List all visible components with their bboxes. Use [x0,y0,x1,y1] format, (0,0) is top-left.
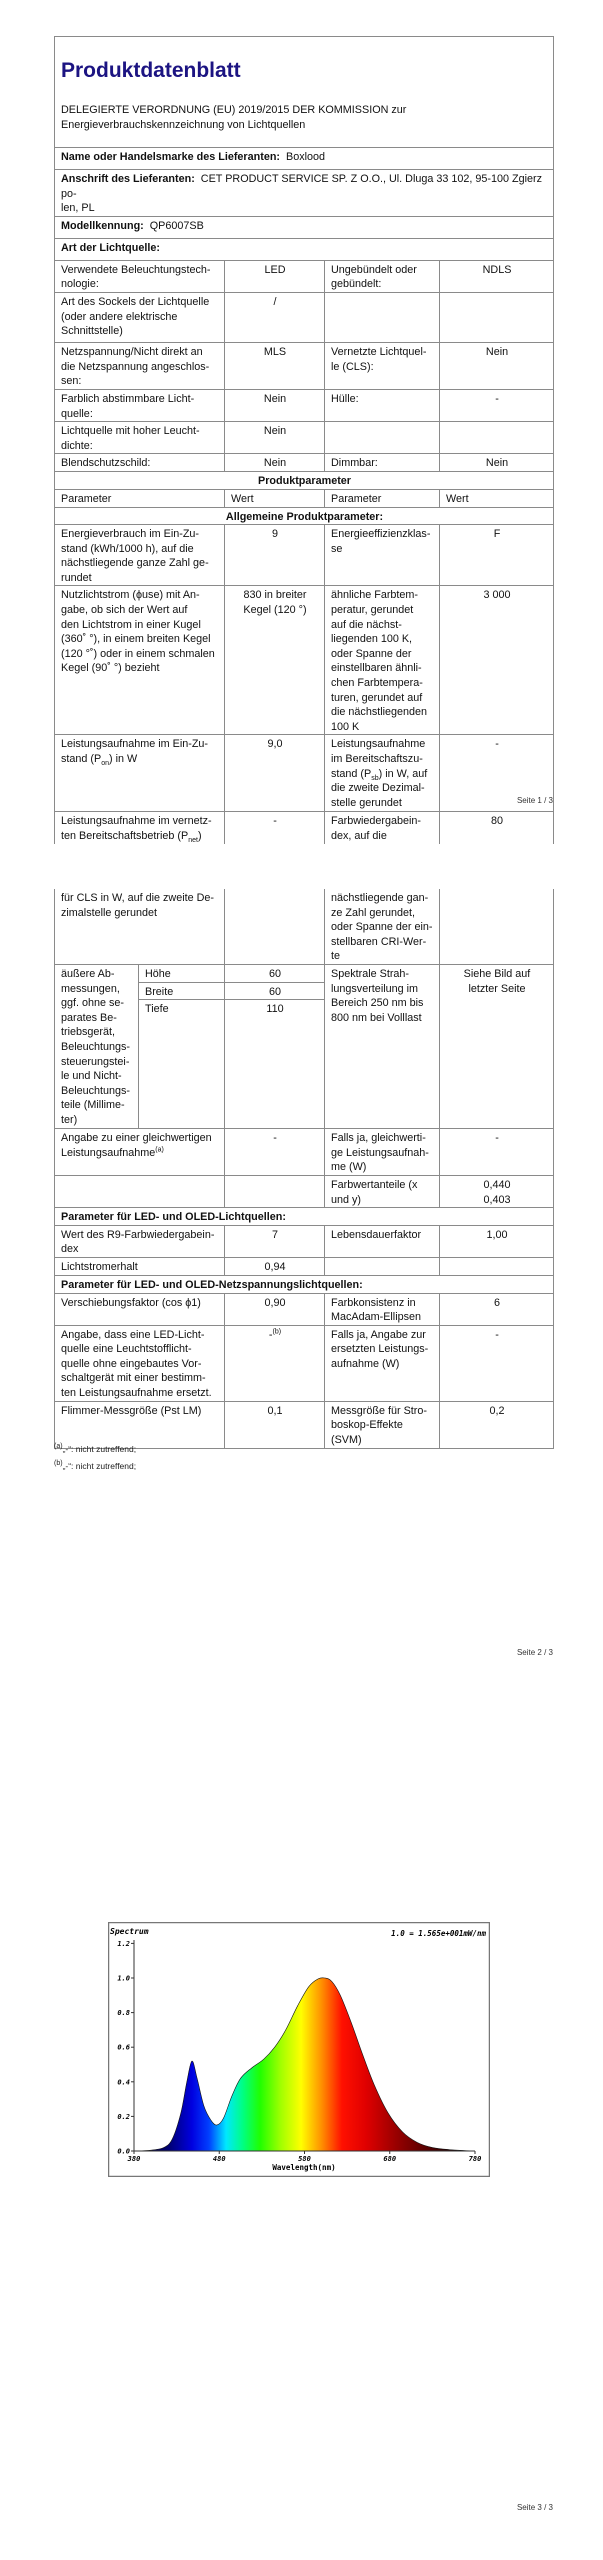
cell: 0,2 [440,1401,554,1448]
cell: Nein [440,454,554,472]
width-value: 60 [225,982,325,1000]
cell: nächstliegende gan- ze Zahl gerundet, oder Spanne der ein- stellbaren CRI-Wer- te [325,889,440,964]
table-row [55,1257,554,1275]
table-row [55,1129,554,1176]
cell: 9,0 [225,735,325,812]
dimensions-label: äußere Ab- messungen, ggf. ohne se- parates Be- triebsgerät, Beleuchtungs- steuerungstei- le und Nicht- Beleuchtungs- teile (Millime- ter) [55,964,139,1128]
table-row [55,1225,554,1257]
cell [225,889,325,964]
cell: Angabe, dass eine LED-Licht- quelle eine Leuchtstofflicht- quelle ohne eingebautes Vor- schaltgerät mit einer bestimm- ten Leistungsaufnahme ersetzt. [55,1325,225,1401]
footnote-ref: (a) [155,1146,164,1154]
cell [55,735,225,812]
cell: F [440,525,554,586]
column-header: Parameter [55,489,225,507]
cell: Farblich abstimmbare Licht- quelle: [55,389,225,421]
width-label: Breite [139,982,225,1000]
table-row [55,422,554,454]
cell: Vernetzte Lichtquel- le (CLS): [325,342,440,389]
cell: Netzspannung/Nicht direkt an die Netzspannung angeschlos- sen: [55,342,225,389]
cell: Wert des R9-Farbwiedergabein- dex [55,1225,225,1257]
cell [325,292,440,342]
y-tick-label: 0.4 [117,2078,130,2087]
cell: 3 000 [440,586,554,735]
depth-value: 110 [225,1000,325,1129]
text: ) in W [109,753,138,765]
y-tick-label: 0.0 [117,2147,130,2156]
cell [440,292,554,342]
mains-parameters-heading: Parameter für LED- und OLED-Netzspannungslichtquellen: [55,1275,554,1293]
x-axis-label: Wavelength(nm) [272,2163,336,2172]
cell: Nein [225,389,325,421]
cell: 9 [225,525,325,586]
table-row [55,1325,554,1401]
table-row [55,1175,554,1207]
cell: Ungebündelt oder gebündelt: [325,260,440,292]
text: ) [197,830,202,842]
column-header-row [55,489,554,507]
general-parameters-heading: Allgemeine Produktparameter: [55,507,554,525]
cell: 0,1 [225,1401,325,1448]
y-tick-label: 1.2 [117,1939,130,1948]
model-row [55,216,554,238]
footnote-ref: (b) [272,1328,282,1336]
x-tick-label: 680 [383,2155,397,2163]
cell: Messgröße für Stro- boskop-Effekte (SVM) [325,1401,440,1448]
table-row [55,586,554,735]
cell: Nutzlichtstrom (ϕuse) mit An- gabe, ob sich der Wert auf den Lichtstrom in einer Kugel (360˚ °), in einem breiten Kegel (120 °˚) oder in einem schmalen Kegel (90˚ °) bezieht [55,586,225,735]
cell: / [225,292,325,342]
cell: für CLS in W, auf die zweite De- zimalstelle gerundet [55,889,225,964]
subscript: sb [371,774,379,782]
column-header: Parameter [325,489,440,507]
table-row [55,812,554,844]
text: - [268,1328,273,1341]
spectrum-label: Spektrale Strah- lungsverteilung im Bereich 250 nm bis 800 nm bei Volllast [325,964,440,1128]
subscript: net [188,837,198,844]
spectrum-chart [108,1922,490,2177]
address-value: CET PRODUCT SERVICE SP. Z O.O., Ul. Dluga 33 102, 95-100 Zgierz po- len, PL [61,172,543,215]
height-label: Höhe [139,964,225,982]
cell: 0,90 [225,1293,325,1325]
footnote-text: „-“: nicht zutreffend; [62,1461,137,1471]
supplier-name-row [55,147,554,169]
table-row [55,889,554,964]
cell: NDLS [440,260,554,292]
cell: Energieverbrauch im Ein-Zu- stand (kWh/1000 h), auf die nächstliegende ganze Zahl ge- rundet [55,525,225,586]
page-title: Produktdatenblatt [61,58,241,82]
cell [325,735,440,812]
footnote-b [54,1461,136,1471]
product-parameters-heading: Produktparameter [55,472,554,490]
cell: Blendschutzschild: [55,454,225,472]
x-tick-label: 480 [212,2155,226,2163]
x-tick-label: 780 [468,2155,482,2163]
cell: Lebensdauerfaktor [325,1225,440,1257]
cell: MLS [225,342,325,389]
cell: Dimmbar: [325,454,440,472]
page-number: Seite 2 / 3 [516,1648,553,1657]
cell [55,812,225,844]
table-row [55,964,554,982]
y-tick-label: 0.8 [117,2009,130,2018]
cell [440,889,554,964]
cell: Falls ja, Angabe zur ersetzten Leistungs- aufnahme (W) [325,1325,440,1401]
cell: Verwendete Beleuchtungstech- nologie: [55,260,225,292]
product-datasheet-table-page-1 [54,36,554,844]
cell [440,422,554,454]
y-tick-label: 0.6 [117,2043,130,2052]
cell: Energieeffizienzklas- se [325,525,440,586]
chart-title: Spectrum [110,1927,149,1936]
cell: Lichtquelle mit hoher Leucht- dichte: [55,422,225,454]
model-value: QP6007SB [149,219,204,232]
cell: 6 [440,1293,554,1325]
column-header: Wert [225,489,325,507]
address-label: Anschrift des Lieferanten: [61,172,195,185]
height-value: 60 [225,964,325,982]
cell: 1,00 [440,1225,554,1257]
supplier-address-row [55,169,554,216]
product-datasheet-table-page-2 [54,889,554,1449]
cell: ähnliche Farbtem- peratur, gerundet auf die nächst- liegenden 100 K, oder Spanne der einstellbaren ähnli- chen Farbtempera- turen, gerundet auf die nächstliegenden 100 K [325,586,440,735]
cell: - [225,812,325,844]
chart-annotation: 1.0 = 1.565e+001mW/nm [391,1929,486,1938]
cell: Art des Sockels der Lichtquelle (oder andere elektrische Schnittstelle) [55,292,225,342]
light-source-type-heading: Art der Lichtquelle: [55,238,554,260]
table-row [55,1401,554,1448]
text: ) in W, auf die zweite Dezimal- stelle gerundet [331,767,428,809]
table-row [55,735,554,812]
cell: Verschiebungsfaktor (cos ϕ1) [55,1293,225,1325]
cell: Nein [225,422,325,454]
supplier-name-label: Name oder Handelsmarke des Lieferanten: [61,150,281,163]
footnote-a [54,1444,136,1454]
led-parameters-heading: Parameter für LED- und OLED-Lichtquellen: [55,1208,554,1226]
depth-label: Tiefe [139,1000,225,1129]
cell: Farbkonsistenz in MacAdam-Ellipsen [325,1293,440,1325]
y-tick-label: 0.2 [117,2112,130,2121]
cell: Farbwiedergabein- dex, auf die [325,812,440,844]
cell: Nein [225,454,325,472]
x-tick-label: 380 [127,2155,141,2163]
text: Leistungsaufnahme im Ein-Zu- stand (P [61,738,209,765]
y-tick-label: 1.0 [117,1974,130,1983]
cell: - [440,1325,554,1401]
regulation-text: DELEGIERTE VERORDNUNG (EU) 2019/2015 DER KOMMISSION zur Energieverbrauchskennzeichnung von Lichtquellen [61,104,407,131]
cell: Falls ja, gleichwerti- ge Leistungsaufnah- me (W) [325,1129,440,1176]
text: Leistungsaufnahme im Bereitschaftszu- stand (P [331,738,426,780]
table-row [55,454,554,472]
cell: 0,94 [225,1257,325,1275]
cell: LED [225,260,325,292]
table-row [55,1293,554,1325]
cell: 7 [225,1225,325,1257]
column-header: Wert [440,489,554,507]
table-row [55,342,554,389]
cell: - [440,735,554,812]
cell: 0,440 0,403 [440,1175,554,1207]
model-label: Modellkennung: [61,219,144,232]
page-number: Seite 3 / 3 [516,2503,553,2512]
cell: Lichtstromerhalt [55,1257,225,1275]
cell: - [440,1129,554,1176]
table-row [55,292,554,342]
cell [325,1257,440,1275]
cell [440,1257,554,1275]
header-block [55,37,554,148]
x-tick-label: 580 [298,2155,311,2163]
cell: 830 in breiter Kegel (120 °) [225,586,325,735]
table-row [55,260,554,292]
subscript: on [101,760,110,768]
cell [225,1325,325,1401]
cell [225,1175,325,1207]
cell [325,422,440,454]
spectrum-value: Siehe Bild auf letzter Seite [440,964,554,1128]
text: Angabe zu einer gleichwertigen Leistungsaufnahme [61,1132,212,1159]
footnote-mark: (b) [54,1460,63,1468]
footnote-text: „-“: nicht zutreffend; [62,1444,137,1454]
cell: Flimmer-Messgröße (Pst LM) [55,1401,225,1448]
footnote-mark: (a) [54,1443,63,1451]
text: Leistungsaufnahme im vernetz- ten Bereitschaftsbetrieb (P [61,815,212,842]
cell [55,1175,225,1207]
table-row [55,389,554,421]
cell: Hülle: [325,389,440,421]
cell: Farbwertanteile (x und y) [325,1175,440,1207]
cell: - [225,1129,325,1176]
cell: 80 [440,812,554,844]
cell [55,1129,225,1176]
supplier-name-value: Boxlood [286,150,326,163]
cell: Nein [440,342,554,389]
table-row [55,525,554,586]
page-number: Seite 1 / 3 [516,796,553,805]
cell: - [440,389,554,421]
